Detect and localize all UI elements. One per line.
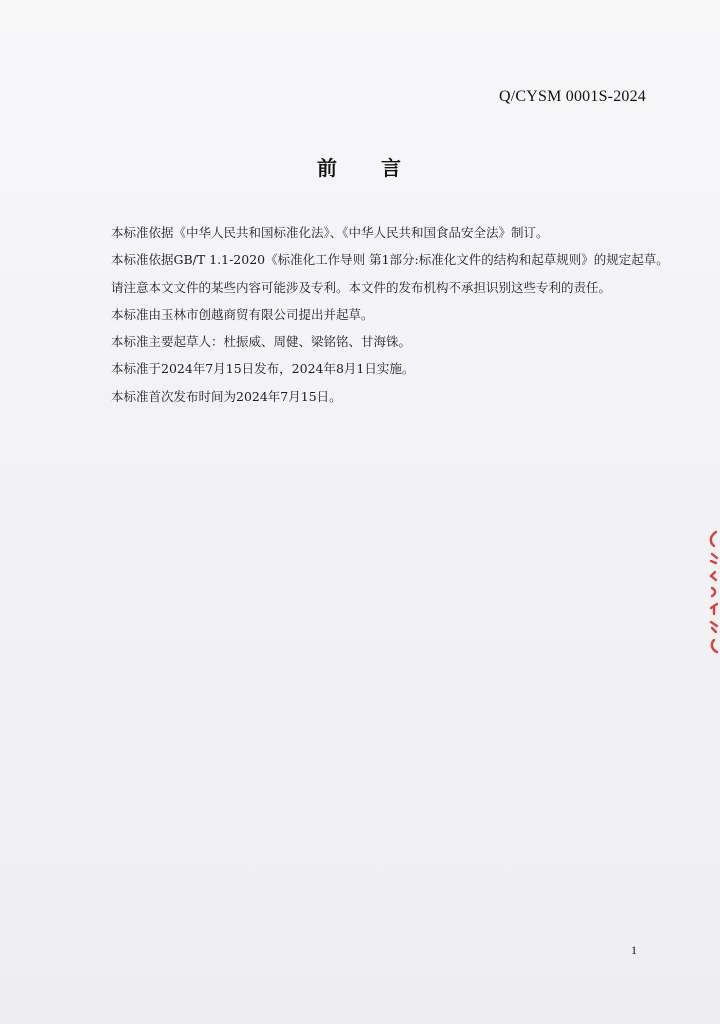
paragraph-7: 本标准首次发布时间为2024年7月15日。 (111, 388, 342, 404)
paragraph-6: 本标准于2024年7月15日发布，2024年8月1日实施。 (111, 361, 415, 377)
title-char-1: 前 (317, 156, 339, 180)
paragraph-2: 本标准依据GB/T 1.1-2020《标准化工作导则 第1部分:标准化文件的结构和起草规则》的规定起草。 (111, 252, 669, 268)
paragraph-4: 本标准由玉林市创越商贸有限公司提出并起草。 (111, 306, 374, 322)
title-char-2: 言 (381, 156, 403, 180)
document-code: Q/CYSM 0001S-2024 (499, 88, 646, 105)
foreword-body (111, 224, 671, 415)
page-number: 1 (631, 943, 637, 957)
paragraph-3: 请注意本文文件的某些内容可能涉及专利。本文件的发布机构不承担识别这些专利的责任。 (111, 279, 612, 295)
paragraph-5: 本标准主要起草人：杜振威、周健、梁铭铭、甘海铢。 (111, 334, 412, 350)
seal-stamp-fragment (702, 528, 720, 660)
paragraph-1: 本标准依据《中华人民共和国标准化法》、《中华人民共和国食品安全法》制订。 (111, 225, 549, 240)
page-title (0, 152, 720, 181)
